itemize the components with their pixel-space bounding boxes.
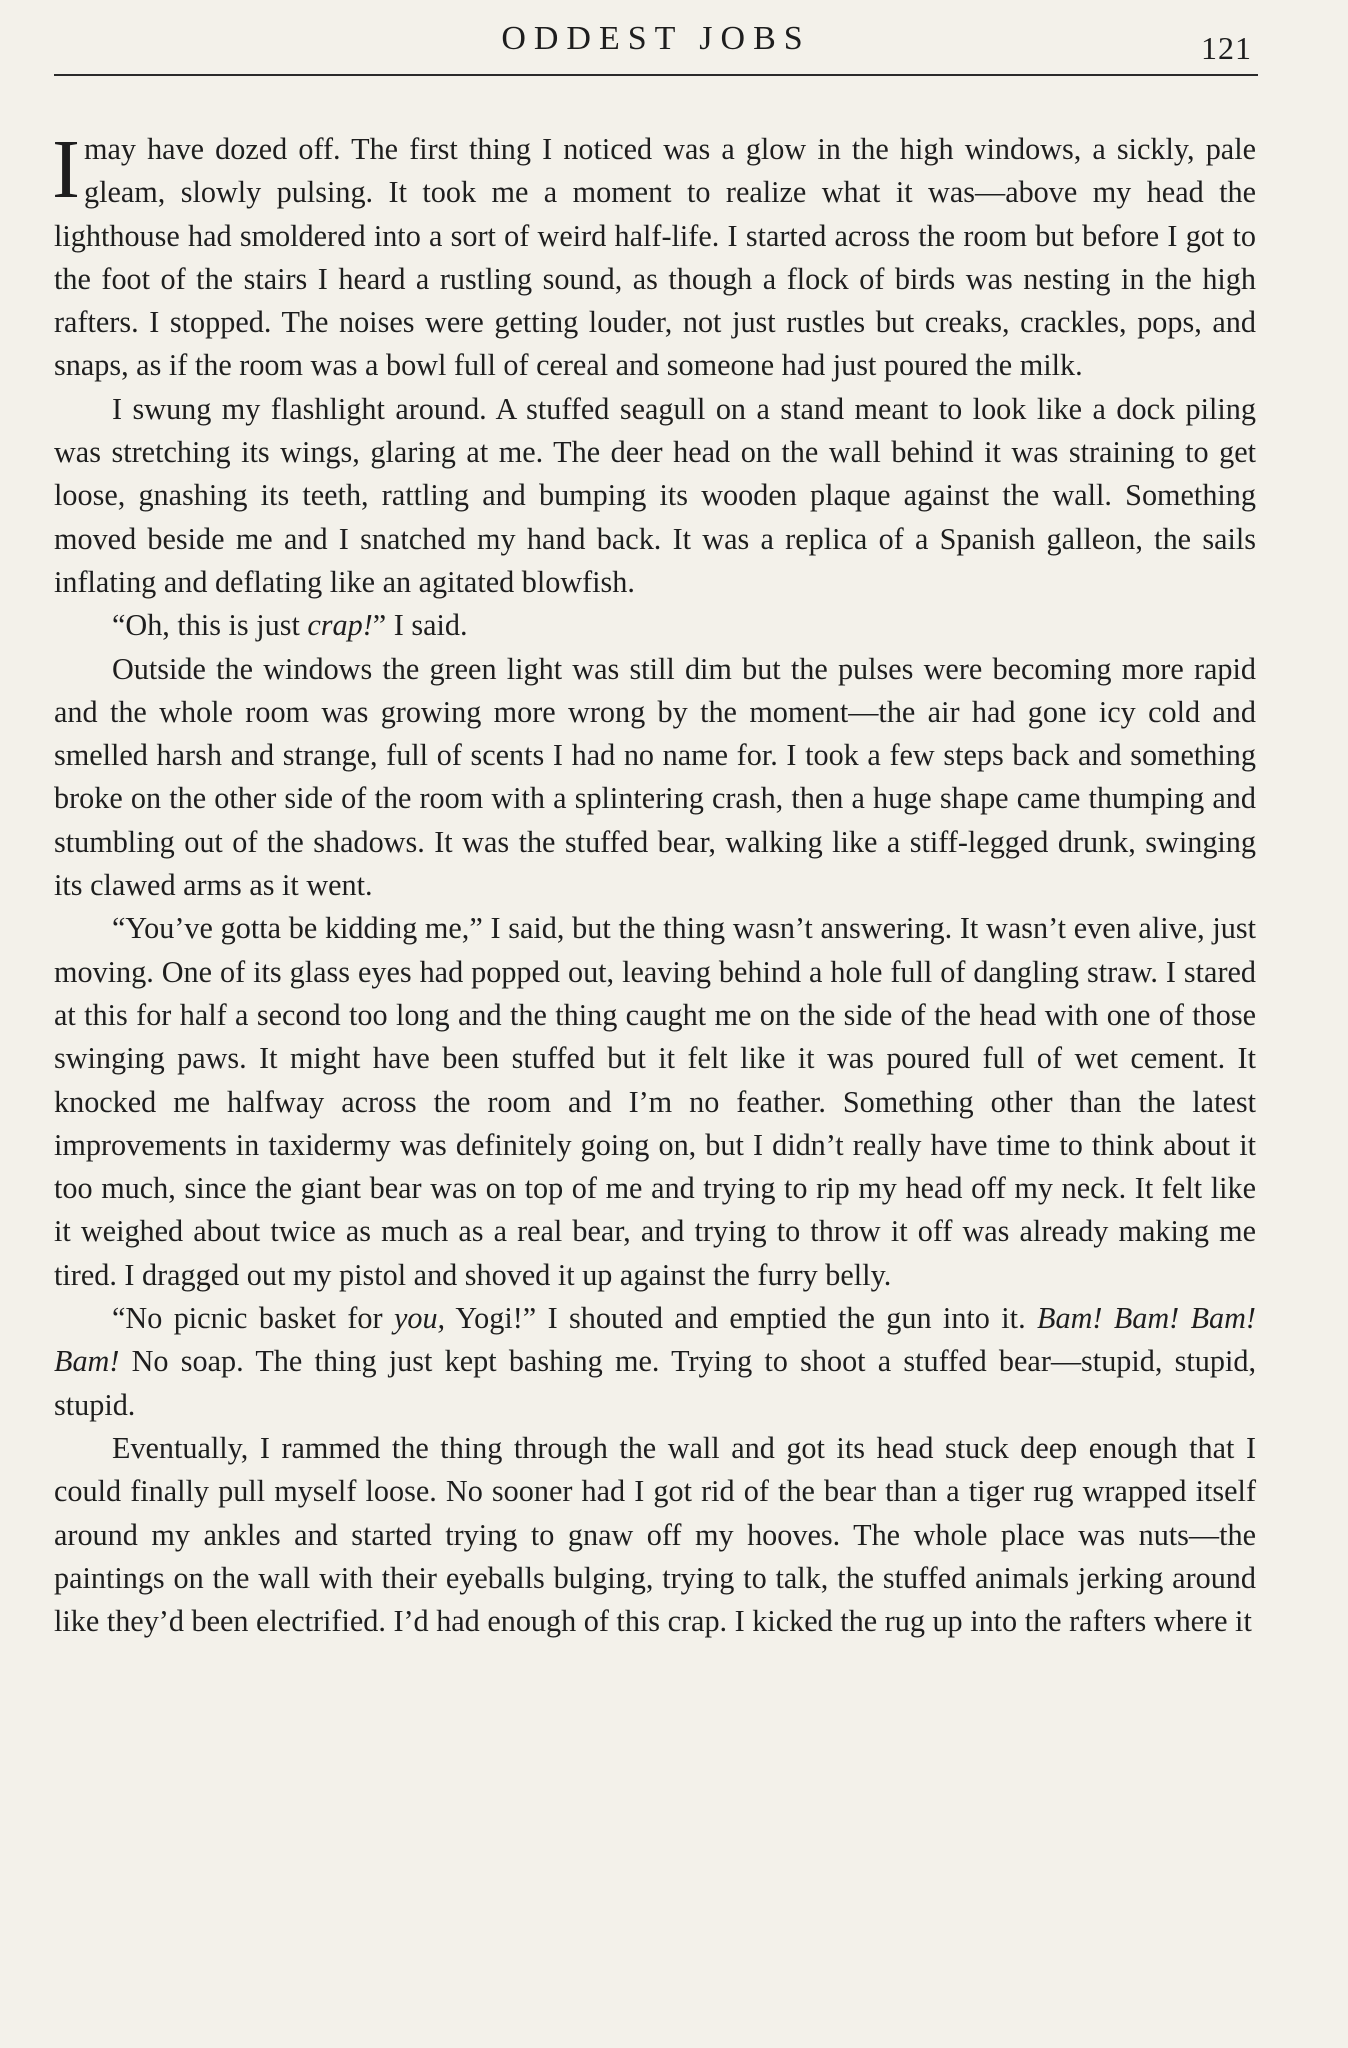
running-title: ODDEST JOBS <box>501 20 811 57</box>
paragraph-1 <box>52 123 1256 388</box>
drop-cap: I <box>52 123 80 216</box>
paragraph-6 <box>54 1297 1256 1427</box>
emphasis: Bam! Bam! Bam! Bam! <box>54 1301 1256 1379</box>
emphasis: you, <box>393 1301 446 1336</box>
paragraph-5: “You’ve gotta be kidding me,” I said, but the thing wasn’t answering. It wasn’t even alive, just moving. One of its glass eyes had popped out, leaving behind a hole full of dangling straw. I stared at this for half a second too long and the thing caught me on the side of the head with one of those swinging paws. It might have been stuffed but it felt like it was poured full of wet cement. It knocked me halfway across the room and I’m no feather. Something other than the latest improvements in taxidermy was definitely going on, but I didn’t really have time to think about it too much, since the giant bear was on top of me and trying to rip my head off my neck. It felt like it weighed about twice as much as a real bear, and trying to throw it off was already making me tired. I dragged out my pistol and shoved it up against the furry belly. <box>54 911 1256 1292</box>
running-header <box>54 14 1258 76</box>
paragraph-text: may have dozed off. The first thing I noticed was a glow in the high windows, a sickly, pale gleam, slowly pulsing. It took me a moment to realize what it was—above my head the lighthouse had smoldered into a sort of weird half-life. I started across the room but before I got to the foot of the stairs I heard a rustling sound, as though a flock of birds was nesting in the high rafters. I stopped. The noises were getting louder, not just rustles but creaks, crackles, pops, and snaps, as if the room was a bowl full of cereal and someone had just poured the milk. <box>54 132 1256 383</box>
paragraph-text: “Oh, this is just <box>112 608 308 643</box>
paragraph-3 <box>54 604 1256 647</box>
emphasis: crap! <box>307 608 373 643</box>
body-text <box>52 123 1256 1643</box>
paragraph-2: I swung my flashlight around. A stuffed seagull on a stand meant to look like a dock piling was stretching its wings, glaring at me. The deer head on the wall behind it was straining to get loose, gnashing its teeth, rattling and bumping its wooden plaque against the wall. Something moved beside me and I snatched my hand back. It was a replica of a Spanish galleon, the sails inflating and deflating like an agitated blowfish. <box>54 391 1256 599</box>
paragraph-4: Outside the windows the green light was still dim but the pulses were becoming more rapid and the whole room was growing more wrong by the moment—the air had gone icy cold and smelled harsh and strange, full of scents I had no name for. I took a few steps back and something broke on the other side of the room with a splintering crash, then a huge shape came thumping and stumbling out of the shadows. It was the stuffed bear, walking like a stiff-legged drunk, swinging its clawed arms as it went. <box>54 651 1256 903</box>
paragraph-text: No soap. The thing just kept bashing me. Trying to shoot a stuffed bear—stupid, stupid, stupid. <box>54 1344 1256 1422</box>
paragraph-7: Eventually, I rammed the thing through the wall and got its head stuck deep enough that I could finally pull myself loose. No sooner had I got rid of the bear than a tiger rug wrapped itself around my ankles and started trying to gnaw off my hooves. The whole place was nuts—the paintings on the wall with their eyeballs bulging, trying to talk, the stuffed animals jerking around like they’d been electrified. I’d had enough of this crap. I kicked the rug up into the rafters where it <box>54 1430 1256 1639</box>
paragraph-text: ” I said. <box>372 608 468 643</box>
paragraph-text: “No picnic basket for <box>112 1301 394 1336</box>
paragraph-text: Yogi!” I shouted and emptied the gun into it. <box>445 1301 1038 1336</box>
page-number: 121 <box>1201 30 1252 66</box>
